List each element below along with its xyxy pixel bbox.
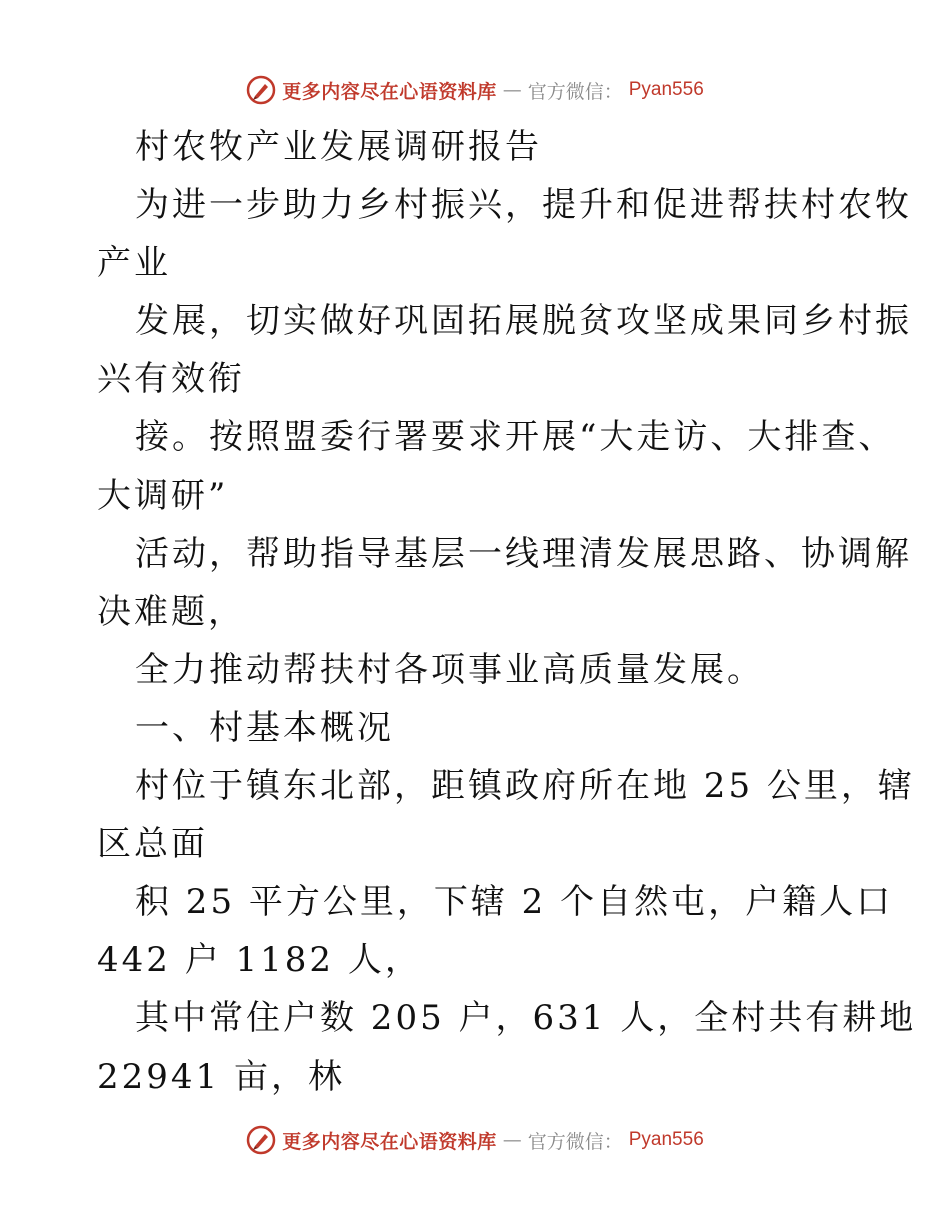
text-line: 全力推动帮扶村各项事业高质量发展。 [135,649,764,690]
banner-suffix: 官方微信： [527,1130,623,1153]
text-line: 发展，切实做好巩固拓展脱贫攻坚成果同乡村振 [135,301,912,342]
document-body [97,118,917,1106]
footer-watermark-banner [0,1120,950,1160]
text-line: 产业 [97,243,171,284]
text-line: 接。按照盟委行署要求开展“大走访、大排查、 [135,417,896,458]
text-line: 决难题， [97,591,245,632]
header-watermark-banner [0,70,950,110]
text-line: 兴有效衔 [97,359,245,400]
text-line: 为进一步助力乡村振兴，提升和促进帮扶村农牧 [135,185,912,226]
pen-logo-icon [246,1125,276,1155]
text-line: 村位于镇东北部，距镇政府所在地 25 公里，辖 [135,766,915,807]
text-line: 活动，帮助指导基层一线理清发展思路、协调解 [135,533,912,574]
banner-wechat-handle: Pyan556 [628,79,704,100]
banner-separator: — [502,79,522,101]
text-line: 其中常住户数 205 户，631 人，全村共有耕地 [135,998,917,1039]
text-line: 村农牧产业发展调研报告 [135,127,542,167]
pen-logo-icon [246,75,276,105]
text-line: 大调研” [97,475,229,516]
banner-wechat-handle: Pyan556 [628,1129,704,1150]
banner-suffix: 官方微信： [527,80,623,103]
banner-text: 更多内容尽在心语资料库 [282,80,497,103]
banner-separator: — [502,1129,522,1151]
text-line: 22941 亩，林 [97,1056,345,1097]
text-line: 积 25 平方公里，下辖 2 个自然屯，户籍人口 [135,882,894,923]
banner-text: 更多内容尽在心语资料库 [282,1130,497,1153]
text-line: 一、村基本概况 [135,707,394,748]
text-line: 442 户 1182 人， [97,940,422,981]
text-line: 区总面 [97,824,208,865]
